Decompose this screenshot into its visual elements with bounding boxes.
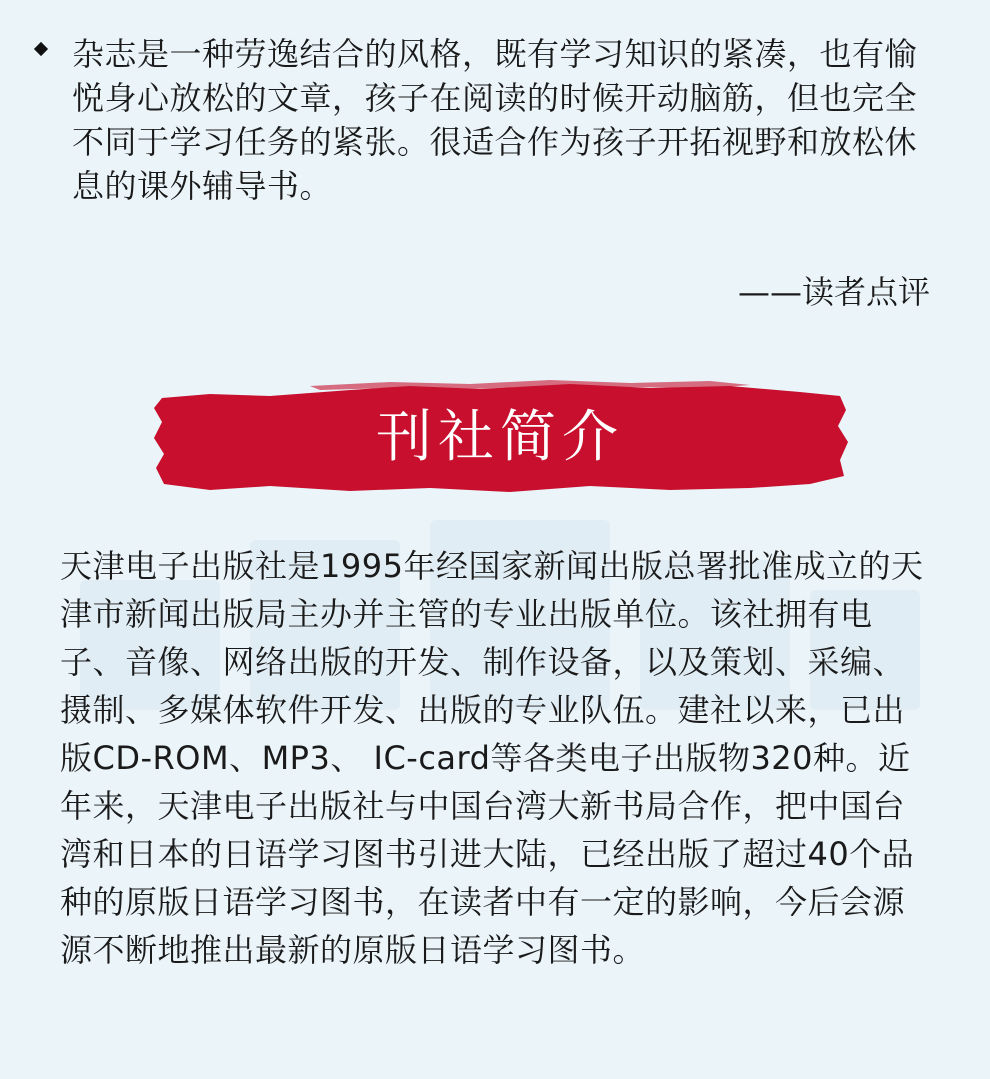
review-block [36, 32, 936, 208]
review-attribution: ——读者点评 [737, 273, 930, 311]
section-title: 刊社简介 [376, 405, 624, 470]
section-banner [150, 380, 850, 495]
publisher-intro-text: 天津电子出版社是1995年经国家新闻出版总署批准成立的天津市新闻出版局主办并主管的专业出版单位。该社拥有电子、音像、网络出版的开发、制作设备，以及策划、采编、摄制、多媒体软件开发、出版的专业队伍。建社以来，已出版CD-ROM、MP3、 IC-card等各类电子出版物320种。近年来，天津电子出版社与中国台湾大新书局合作，把中国台湾和日本的日语学习图书引进大陆，已经出版了超过40个品种的原版日语学习图书，在读者中有一定的影响，今后会源源不断地推出最新的原版日语学习图书。 [60, 547, 924, 969]
diamond-bullet-icon [34, 42, 48, 56]
review-text: 杂志是一种劳逸结合的风格，既有学习知识的紧凑，也有愉悦身心放松的文章，孩子在阅读的时候开动脑筋，但也完全不同于学习任务的紧张。很适合作为孩子开拓视野和放松休息的课外辅导书。 [72, 35, 918, 205]
